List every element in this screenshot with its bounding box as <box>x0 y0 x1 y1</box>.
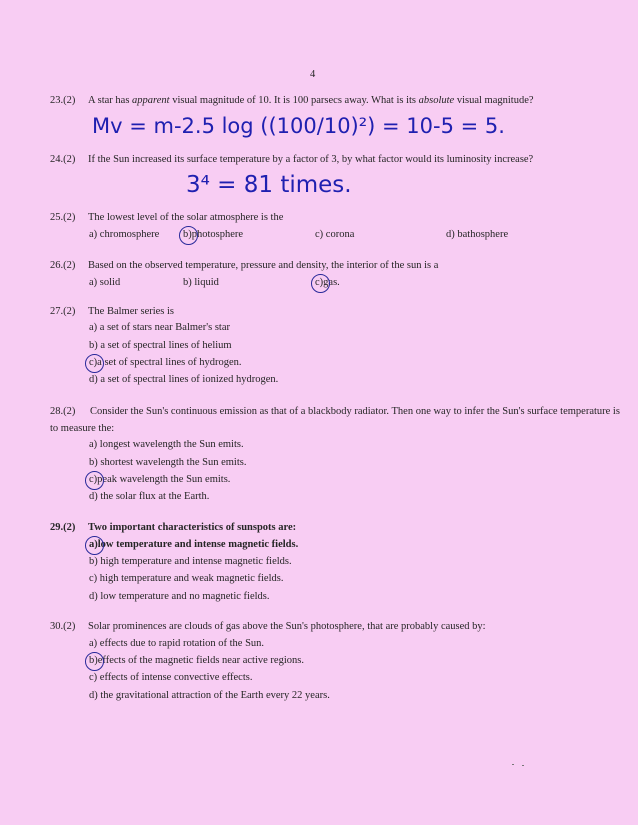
page-number: 4 <box>310 69 316 80</box>
handwritten-answer-text: 3⁴ = 81 times. <box>186 172 352 198</box>
question-text: Consider the Sun's continuous emission as that of a blackbody radiator. Then one way to infer the Sun's surface temperature is to measure the: <box>50 406 620 434</box>
question-number: 25.(2) <box>50 212 76 223</box>
question-text: Solar prominences are clouds of gas above the Sun's photosphere, that are probably caused by: <box>88 621 486 632</box>
option-25d: d) bathosphere <box>446 229 509 240</box>
question-number: 29.(2) <box>50 522 76 533</box>
option-27a: a) a set of stars near Balmer's star <box>89 322 230 333</box>
question-28 <box>50 403 630 437</box>
option-27d: d) a set of spectral lines of ionized hydrogen. <box>89 374 279 385</box>
question-text: The Balmer series is <box>88 306 175 317</box>
option-30b: b)effects of the magnetic fields near active regions. <box>89 655 304 666</box>
handwritten-answer-text: Mv = m-2.5 log ((100/10)²) = 10-5 = 5. <box>92 114 505 138</box>
option-28a: a) longest wavelength the Sun emits. <box>89 439 244 450</box>
question-number: 28.(2) <box>50 406 76 417</box>
scan-speck <box>512 764 514 765</box>
answer-circle: c) <box>89 357 98 368</box>
answer-circle: b) <box>89 655 98 666</box>
option-29b: b) high temperature and intense magnetic fields. <box>89 556 292 567</box>
question-number: 26.(2) <box>50 260 76 271</box>
option-30d: d) the gravitational attraction of the Earth every 22 years. <box>89 690 330 701</box>
answer-circle: c) <box>89 474 98 485</box>
question-text: Two important characteristics of sunspots are: <box>88 522 297 533</box>
question-number: 23.(2) <box>50 95 76 106</box>
question-text: A star has apparent visual magnitude of 10. It is 100 parsecs away. What is its absolute visual magnitude? <box>88 95 534 106</box>
question-text: Based on the observed temperature, pressure and density, the interior of the sun is a <box>88 260 439 271</box>
option-26a: a) solid <box>89 277 121 288</box>
handwritten-answer-24 <box>186 172 352 198</box>
option-28b: b) shortest wavelength the Sun emits. <box>89 457 247 468</box>
question-number: 24.(2) <box>50 154 76 165</box>
answer-circle: b) <box>183 229 192 240</box>
question-text: If the Sun increased its surface temperature by a factor of 3, by what factor would its luminosity increase? <box>88 154 534 165</box>
option-25a: a) chromosphere <box>89 229 160 240</box>
option-26c: c)gas. <box>315 277 340 288</box>
question-number: 30.(2) <box>50 621 76 632</box>
option-30c: c) effects of intense convective effects. <box>89 672 253 683</box>
answer-circle: c) <box>315 277 324 288</box>
option-27c: c)a set of spectral lines of hydrogen. <box>89 357 242 368</box>
question-number: 27.(2) <box>50 306 76 317</box>
option-29d: d) low temperature and no magnetic fields. <box>89 591 270 602</box>
option-26b: b) liquid <box>183 277 219 288</box>
option-29a: a)low temperature and intense magnetic fields. <box>89 539 299 550</box>
scan-speck <box>522 765 524 766</box>
question-text: The lowest level of the solar atmosphere is the <box>88 212 284 223</box>
option-28c: c)peak wavelength the Sun emits. <box>89 474 231 485</box>
handwritten-answer-23 <box>92 114 505 138</box>
option-27b: b) a set of spectral lines of helium <box>89 340 232 351</box>
answer-circle: a) <box>89 539 98 550</box>
option-25c: c) corona <box>315 229 355 240</box>
option-25b: b)photosphere <box>183 229 244 240</box>
option-29c: c) high temperature and weak magnetic fields. <box>89 573 284 584</box>
option-30a: a) effects due to rapid rotation of the Sun. <box>89 638 265 649</box>
option-28d: d) the solar flux at the Earth. <box>89 491 210 502</box>
